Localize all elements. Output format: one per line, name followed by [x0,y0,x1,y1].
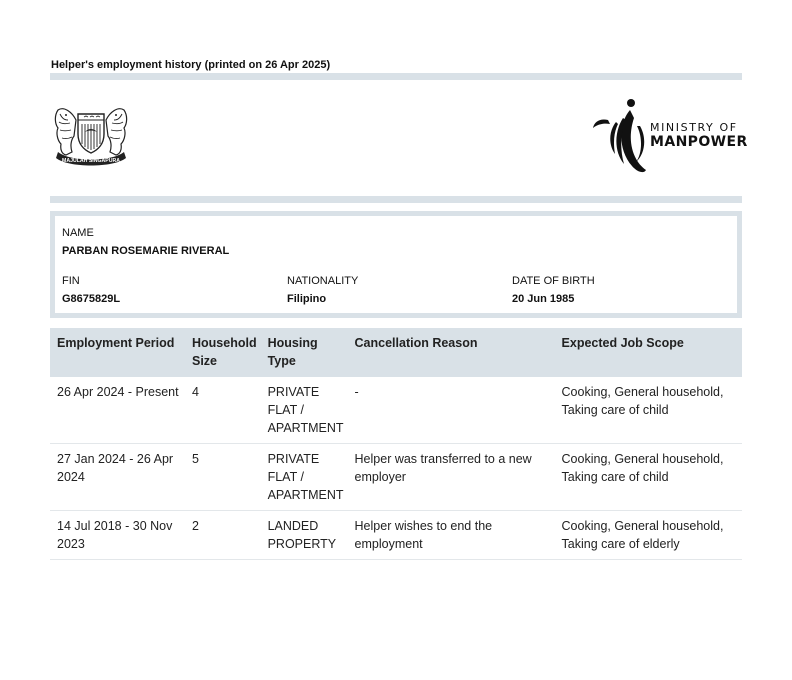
cell-employment-period: 26 Apr 2024 - Present [50,377,185,444]
header-housing-type: Housing Type [261,328,348,377]
crest-motto: MAJULAH SINGAPURA [62,158,120,164]
nationality-value: Filipino [287,293,327,305]
fin-value: G8675829L [62,293,121,305]
cell-employment-period: 14 Jul 2018 - 30 Nov 2023 [50,511,185,560]
header-band-top [50,73,742,80]
employment-history-table [50,328,742,560]
cell-expected-job-scope: Cooking, General household, Taking care of child [555,444,742,511]
cell-expected-job-scope: Cooking, General household, Taking care of elderly [555,511,742,560]
helper-info-box [50,211,742,318]
cell-cancellation-reason: Helper was transferred to a new employer [348,444,555,511]
header-expected-job-scope: Expected Job Scope [555,328,742,377]
cell-housing-type: PRIVATE FLAT / APARTMENT [261,377,348,444]
header-band-bottom [50,196,742,203]
table-row [50,444,742,511]
cell-employment-period: 27 Jan 2024 - 26 Apr 2024 [50,444,185,511]
fin-label: FIN [62,275,80,287]
page-heading: Helper's employment history (printed on 26 Apr 2025) [51,59,331,71]
table-row [50,377,742,444]
cell-housing-type: LANDED PROPERTY [261,511,348,560]
header-cancellation-reason: Cancellation Reason [348,328,555,377]
mom-line2: MANPOWER [650,134,748,150]
dob-label: DATE OF BIRTH [512,275,595,287]
nationality-label: NATIONALITY [287,275,359,287]
cell-expected-job-scope: Cooking, General household, Taking care of child [555,377,742,444]
mom-line1: MINISTRY OF [650,121,738,134]
header-employment-period: Employment Period [50,328,185,377]
dob-value: 20 Jun 1985 [512,293,575,305]
table-header-row [50,328,742,377]
header-household-size: Household Size [185,328,261,377]
cell-cancellation-reason: - [348,377,555,444]
name-label: NAME [62,227,94,239]
singapore-crest-logo [52,100,130,170]
mom-wordmark [650,120,748,150]
cell-housing-type: PRIVATE FLAT / APARTMENT [261,444,348,511]
cell-household-size: 2 [185,511,261,560]
cell-household-size: 5 [185,444,261,511]
cell-cancellation-reason: Helper wishes to end the employment [348,511,555,560]
name-value: PARBAN ROSEMARIE RIVERAL [62,245,230,257]
cell-household-size: 4 [185,377,261,444]
table-row [50,511,742,560]
